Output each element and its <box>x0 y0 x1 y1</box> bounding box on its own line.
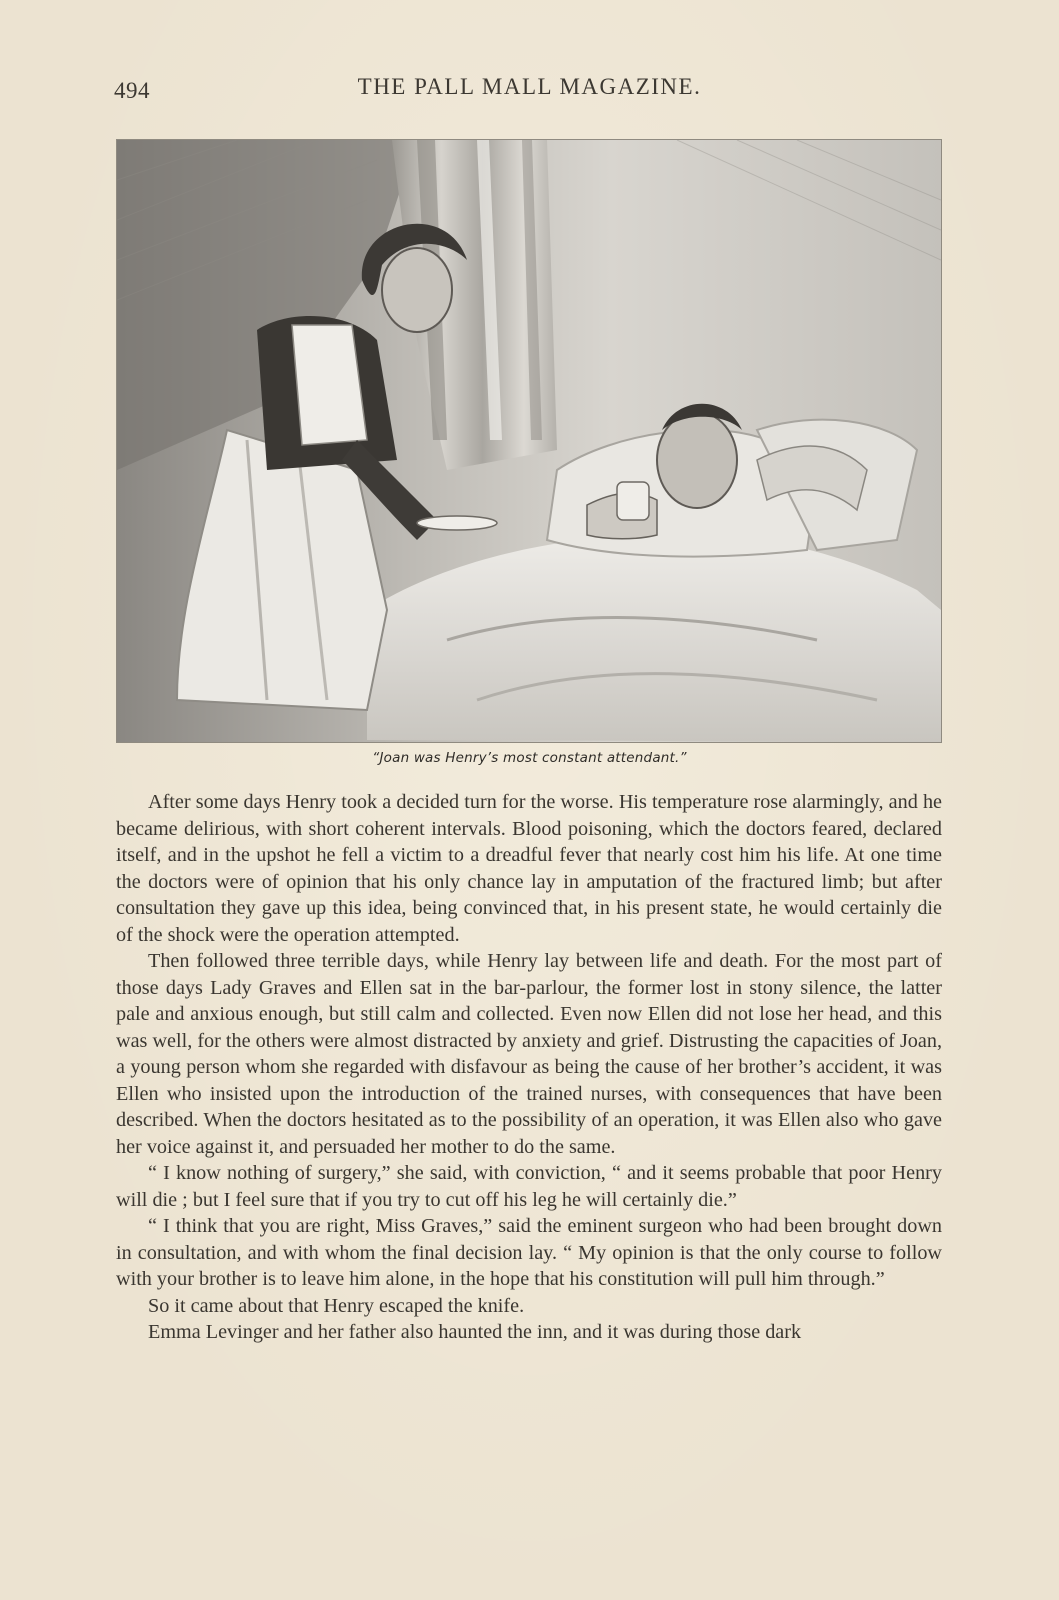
paragraph: “ I think that you are right, Miss Graves,” said the eminent surgeon who had been brought down in consultation, and with whom the final decision lay. “ My opinion is that the only course to follow with your brother is to leave him alone, in the hope that his constitution will pull him through.” <box>116 1215 942 1290</box>
illustration-caption: “Joan was Henry’s most constant attendant.” <box>372 750 687 766</box>
page-number: 494 <box>114 78 150 103</box>
paragraph: “ I know nothing of surgery,” she said, with conviction, “ and it seems probable that poor Henry will die ; but I feel sure that if you try to cut off his leg he will certainly die.” <box>116 1162 942 1211</box>
article-body <box>116 789 942 1346</box>
illustration <box>116 139 942 743</box>
paragraph: Emma Levinger and her father also haunted the inn, and it was during those dark <box>148 1321 802 1343</box>
paragraph: After some days Henry took a decided turn for the worse. His temperature rose alarmingly, and he became delirious, with short coherent intervals. Blood poisoning, which the doctors feared, declared itself, and in the upshot he fell a victim to a dreadful fever that nearly cost him his life. At one time the doctors were of opinion that his only chance lay in amputation of the fractured limb; but after consultation they gave up this idea, being convinced that, in his present state, he would certainly die of the shock were the operation attempted. <box>116 791 942 946</box>
illustration-drawing <box>117 140 941 742</box>
running-head: THE PALL MALL MAGAZINE. <box>357 74 702 99</box>
paragraph: Then followed three terrible days, while Henry lay between life and death. For the most part of those days Lady Graves and Ellen sat in the bar-parlour, the former lost in stony silence, the latter pale and anxious enough, but still calm and collected. Even now Ellen did not lose her head, and this was well, for the others were almost distracted by anxiety and grief. Distrusting the capacities of Joan, a young person whom she regarded with disfavour as being the cause of her brother’s accident, it was Ellen who insisted upon the introduction of the trained nurses, with consequences that have been described. When the doctors hesitated as to the possibility of an operation, it was Ellen also who gave her voice against it, and persuaded her mother to do the same. <box>116 950 942 1158</box>
paragraph: So it came about that Henry escaped the knife. <box>148 1294 525 1317</box>
